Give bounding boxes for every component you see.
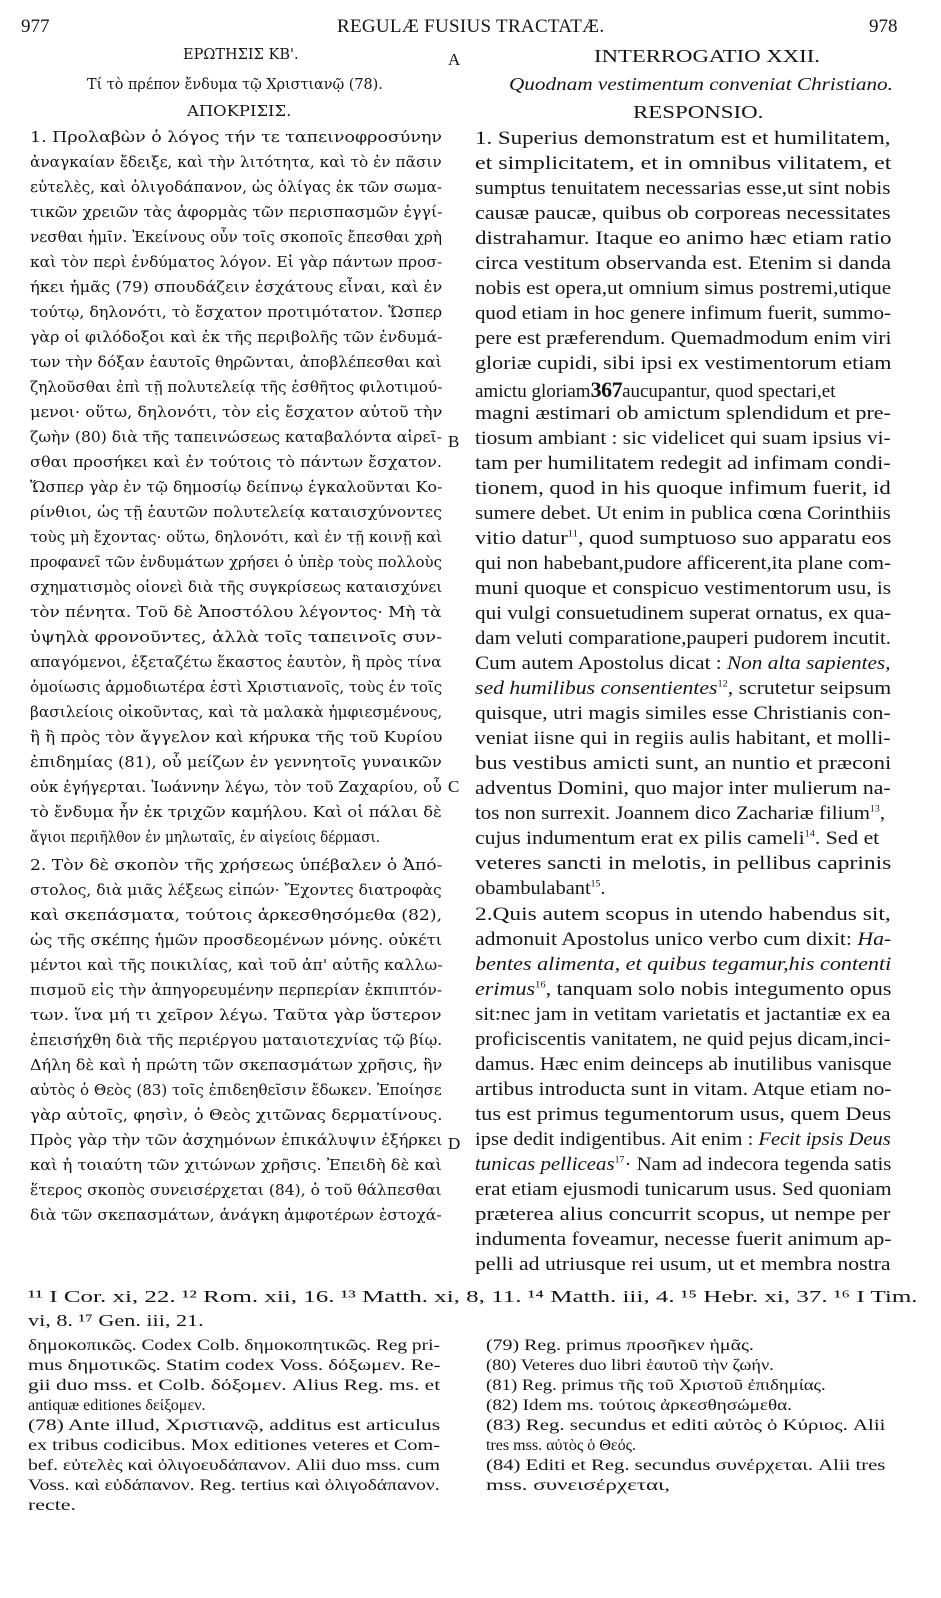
greek-line: καὶ τὸν περὶ ἐνδύματος λόγον. Εἰ γὰρ πάντων προσ- (30, 253, 443, 271)
footnote-ref: 14 (804, 828, 815, 839)
latin-text: · Nam ad indecora tegenda satis (624, 1154, 892, 1175)
margin-letter-a: A (448, 50, 461, 69)
latin-quote: Non alta sapientes, (727, 653, 891, 674)
latin-line: quisque, utri magis similes esse Christianis con- (475, 703, 891, 724)
note-line: antiquæ editiones δείξομεν. (28, 1397, 206, 1414)
greek-line: σθαι προσήκει καὶ ἐν τούτοις τὸ πάντων ἔσχατον. (30, 453, 443, 471)
greek-line: ἐπεισήχθη διὰ τῆς περιέργου ματαιοτεχνίας τῷ βίῳ. (30, 1031, 443, 1049)
footnote-ref: 13 (869, 803, 880, 814)
note-line: (82) Idem ms. τούτοις ἀρκεσθησώμεθα. (486, 1397, 792, 1414)
latin-text: admonuit Apostolus unico verbo cum dixit: (475, 929, 852, 950)
latin-text: tos non surrexit. Joannem dico Zachariæ filium (475, 803, 870, 824)
greek-line: ἀναγκαίαν ἔδειξε, καὶ τὴν λιτότητα, καὶ τὸ ἐν πᾶσιν (30, 153, 442, 171)
greek-line: νεσθαι ἡμῖν. Ἐκείνους οὖν τοῖς σκοποῖς ἔπεσθαι χρὴ (30, 228, 443, 246)
greek-line: ζηλοῦσθαι ἐπὶ τῇ πολυτελείᾳ τῆς ἐσθῆτος φιλοτιμού- (30, 378, 443, 396)
latin-line: damus. Hæc enim deinceps ab inutilibus vanisque (475, 1054, 892, 1075)
latin-line: 2.Quis autem scopus in utendo habendus sit, (475, 904, 891, 925)
note-line: bef. εὐτελὲς καὶ ὀλιγοευδάπανον. Alii duo mss. cum (28, 1457, 440, 1474)
note-line: δημοκοπικῶς. Codex Colb. δημοκοπητικῶς. Reg pri- (28, 1337, 440, 1354)
footnote-ref: 11 (567, 528, 578, 539)
latin-text: vitio datur (475, 528, 568, 549)
latin-line-joannem: tos non surrexit. Joannem dico Zachariæ filium$^{13}$, (475, 803, 886, 824)
latin-line: pelli ad utriusque rei usum, ut et membra nostra (475, 1254, 891, 1275)
greek-line: γὰρ αὐτοῖς, φησὶν, ὁ Θεὸς χιτῶνας δερματίνους. (30, 1106, 443, 1124)
note-line: (81) Reg. primus τῆς τοῦ Χριστοῦ ἐπιδημίας. (486, 1377, 826, 1394)
latin-text: . Sed et (814, 828, 880, 849)
greek-line: ἕτερος σκοπὸς συνεισέρχεται (84), ὁ τοῦ θάλπεσθαι (30, 1181, 442, 1199)
latin-subtitle: Quodnam vestimentum conveniat Christiano. (509, 74, 893, 94)
greek-line: τικῶν χρειῶν τὰς ἀφορμὰς τῶν περισπασμῶν ἐγγί- (30, 203, 443, 221)
latin-line: et simplicitatem, et in omnibus vilitatem, et (475, 153, 892, 174)
note-line: recte. (28, 1497, 76, 1514)
running-title: REGULÆ FUSIUS TRACTATÆ. (337, 16, 605, 37)
latin-line: qui non habebant,pudore afficerent,ita plane com- (475, 553, 891, 574)
latin-line: quod etiam in hoc genere infimum fuerit, summo- (475, 303, 891, 324)
latin-line-gloriam (475, 379, 836, 401)
note-line: (83) Reg. secundus et editi αὐτὸς ὁ Κύριος. Alii (486, 1417, 886, 1434)
latin-line-tunicas (475, 1155, 891, 1174)
greek-line: απαγόμενοι, ἐξεταζέτω ἕκαστος ἑαυτὸν, ἢ πρὸς τίνα (30, 653, 442, 671)
greek-line: ὑψηλὰ φρονοῦντες, ἀλλὰ τοῖς ταπεινοῖς συν- (30, 628, 443, 646)
note-line: Voss. καὶ εὐδάπανον. Reg. tertius καὶ ὀλιγοδάπανον. (28, 1477, 440, 1494)
greek-line: ἅγιοι περιῆλθον ἐν μηλωταῖς, ἐν αἰγείοις δέρμασι. (30, 828, 381, 846)
latin-text: amictu gloriam (475, 381, 591, 402)
greek-line: μέντοι καὶ τῆς ποικιλίας, καὶ τοῦ ἀπ' αὐτῆς καλλω- (30, 956, 443, 974)
greek-line: γὰρ οἱ φιλόδοξοι καὶ ἐκ τῆς περιβολῆς τῶν ἐνδυμά- (30, 328, 443, 346)
note-line: (78) Ante illud, Χριστιανῷ, additus est articulus (28, 1417, 441, 1434)
scripture-footnotes-line-2: vi, 8. ¹⁷ Gen. iii, 21. (28, 1311, 204, 1330)
latin-text: aucupantur, quod spectari,et (622, 381, 836, 402)
latin-text: , quod sumptuoso suo apparatu eos (577, 528, 892, 549)
note-line: mus δημοτικῶς. Statim codex Voss. δόξωμεν. Re- (28, 1357, 441, 1374)
greek-line: διὰ τῶν σκεπασμάτων, ἀνάγκη ἀμφοτέρων ἐστοχά- (30, 1206, 442, 1224)
latin-quote: Ha- (857, 929, 892, 950)
greek-subtitle: Τί τὸ πρέπον ἔνδυμα τῷ Χριστιανῷ (78). (87, 75, 383, 93)
latin-line-non-alta (475, 654, 891, 673)
greek-line: τὸν πένητα. Τοῦ δὲ Ἀποστόλου λέγοντος· Μὴ τὰ (30, 603, 442, 621)
latin-text: , tanquam solo nobis integumento opus (545, 979, 892, 1000)
latin-line: artibus introducta sunt in vitam. Atque etiam no- (475, 1079, 892, 1100)
note-line: mss. συνεισέρχεται, (486, 1477, 670, 1494)
greek-line: πισμοῦ εἰς τὴν ἀπηγορευμένην περπερίαν ἐκπιπτόν- (30, 981, 443, 999)
greek-line: μενοι· οὕτω, δηλονότι, τὸν εἰς ἔσχατον αὑτοῦ τὴν (30, 403, 443, 421)
latin-text: ipse dedit indigentibus. Ait enim : (475, 1129, 754, 1150)
latin-text: cujus indumentum erat ex pilis cameli (475, 828, 805, 849)
latin-line: veniat iisne qui in regiis aulis habitant, et molli- (475, 728, 891, 749)
latin-line: tam per humilitatem redegit ad infimam condi- (475, 453, 891, 474)
latin-line: indumenta foveamur, necesse fuerit animum ap- (475, 1229, 892, 1250)
latin-line: causæ paucæ, quibus ob corporeas necessitates (475, 203, 891, 224)
margin-letter-d: D (448, 1134, 461, 1153)
latin-line: erat etiam ejusmodi tunicarum usus. Sed quoniam (475, 1179, 892, 1200)
latin-line: præterea alius concurrit scopus, ut nempe per (475, 1204, 891, 1225)
greek-line: ἢ ἢ πρὸς τὸν ἄγγελον καὶ κήρυκα τῆς τοῦ Κυρίου (30, 728, 443, 746)
latin-line: sumptus tenuitatem necessarias esse,ut sint nobis (475, 178, 891, 199)
latin-answer-heading: RESPONSIO. (633, 102, 764, 122)
latin-quote: tunicas pelliceas (475, 1154, 615, 1175)
greek-line: τὸ ἔνδυμα ἦν ἐκ τριχῶν καμήλου. Καὶ οἱ πάλαι δὲ (30, 803, 442, 821)
latin-line: pere est præferendum. Quemadmodum enim viri (475, 328, 892, 349)
latin-line: dam veluti comparatione,pauperi pudorem incutit. (475, 628, 891, 649)
latin-title: INTERROGATIO XXII. (594, 46, 820, 66)
note-line: ex tribus codicibus. Mox editiones veteres et Com- (28, 1437, 440, 1454)
greek-line: καὶ ἡ τοιαύτη τῶν χιτώνων χρῆσις. Ἐπειδὴ δὲ καὶ (30, 1156, 442, 1174)
footnote-ref: 12 (717, 678, 728, 689)
note-line: gii duo mss. et Colb. δόξομεν. Alius Reg. ms. et (28, 1377, 441, 1394)
latin-line-obamb: obambulabant$^{15}$. (475, 878, 606, 899)
latin-line: bus vestibus amicti sunt, an nuntio et præconi (475, 753, 892, 774)
greek-title: ΕΡΩΤΗΣΙΣ ΚΒ'. (183, 45, 299, 63)
latin-line: veteres sancti in melotis, in pellibus caprinis (475, 853, 892, 874)
latin-line-erimus (475, 980, 891, 999)
greek-line: ὁμοίωσις ἁρμοδιωτέρα ἐστὶ Χριστιανοῖς, τοὺς ἐν τοῖς (30, 678, 443, 696)
greek-line: βασιλείοις οἰκοῦντας, καὶ τὰ μαλακὰ ἠμφιεσμένους, (30, 703, 443, 721)
latin-line: muni quoque et conspicuo vestimentorum usu, is (475, 578, 892, 599)
latin-text: obambulabant (475, 878, 591, 899)
greek-line: εὐτελὲς, καὶ ὀλιγοδάπανον, ὡς ὀλίγας ἐκ τῶν σωμα- (30, 178, 443, 196)
greek-line: αὐτὸς ὁ Θεὸς (83) τοῖς ἐπιδεηθεῖσιν ἔδωκεν. Ἐποίησε (30, 1081, 442, 1099)
greek-answer-heading: ΑΠΟΚΡΙΣΙΣ. (187, 102, 292, 120)
latin-line: distrahamur. Itaque eo animo hæc etiam ratio (475, 228, 892, 249)
greek-line: των. ἵνα μή τι χεῖρον λέγω. Ταῦτα γὰρ ὕστερον (30, 1006, 442, 1024)
latin-line-fecit (475, 1130, 891, 1149)
greek-line: ζωὴν (80) διὰ τῆς ταπεινώσεως καταβαλόντα αἱρεῖ- (30, 428, 442, 446)
latin-quote: sed humilibus consentientes (475, 678, 718, 699)
latin-line-cameli (475, 829, 879, 848)
greek-line: στολος, διὰ μιᾶς λέξεως εἰπών· Ἔχοντες διατροφὰς (30, 881, 442, 899)
latin-line-sed (475, 679, 891, 698)
greek-line: τούτῳ, δηλονότι, τὸ ἔσχατον προτιμότατον. Ὥσπερ (30, 303, 443, 321)
greek-line: 2. Τὸν δὲ σκοπὸν τῆς χρήσεως ὑπέβαλεν ὁ Ἀπό- (30, 856, 443, 874)
footnote-ref: 17 (614, 1154, 625, 1165)
greek-line: των τὴν δόξαν ἑαυτοῖς θηρῶνται, ἀποβλέπεσθαι καὶ (30, 353, 442, 371)
greek-line: Πρὸς γὰρ τὴν τῶν ἀσχημόνων ἐπικάλυψιν ἐξήρκει (30, 1131, 443, 1149)
latin-line-habentes (475, 930, 891, 949)
greek-line: τοὺς μὴ ἔχοντας· οὕτω, δηλονότι, καὶ ἐν τῇ κοινῇ καὶ (30, 528, 443, 546)
note-line: (79) Reg. primus προσῆκεν ἡμᾶς. (486, 1337, 754, 1354)
latin-line: gloriæ cupidi, sibi ipsi ex vestimentorum etiam (475, 353, 892, 374)
greek-line: οὐκ ἐγήγερται. Ἰωάννην λέγω, τὸν τοῦ Ζαχαρίου, οὗ (30, 778, 442, 796)
greek-line: ήκει ἡμᾶς (79) σπουδάζειν ἐσχάτους εἶναι, καὶ ἐν (30, 278, 443, 296)
latin-line: qui vulgi consuetudinem superat ornatus, ex qua- (475, 603, 892, 624)
latin-line: tus est primus tegumentorum usus, quem Deus (475, 1104, 892, 1125)
footnote-ref: 15 (590, 878, 601, 889)
latin-line: bentes alimenta, et quibus tegamur,his contenti (475, 954, 892, 975)
greek-line: προφανεῖ τῶν ἐνδυμάτων χρήσει ὁ ὑπὲρ τοὺς πολλοὺς (30, 553, 442, 571)
greek-line: ὡς τῆς σκέπης ἡμῶν προσδεομένων μόνης. οὐκέτι (30, 931, 442, 949)
latin-line: sit:nec jam in vetitam varietatis et jactantiæ ex ea (475, 1004, 891, 1025)
greek-line: Δήλη δὲ καὶ ἡ πρώτη τῶν σκεπασμάτων χρῆσις, ἣν (30, 1056, 443, 1074)
note-line: tres mss. αὐτὸς ὁ Θεός. (486, 1437, 637, 1454)
footnote-ref: 16 (535, 979, 546, 990)
latin-line: tiosum ambiant : sic videlicet qui suam ipsius vi- (475, 428, 891, 449)
margin-letter-b: B (448, 432, 460, 451)
latin-line: nobis est opera,ut omnium simus postremi,utique (475, 278, 892, 299)
page-number-left: 977 (21, 16, 50, 37)
note-line: (80) Veteres duo libri ἑαυτοῦ τὴν ζωήν. (486, 1357, 774, 1374)
greek-line: ρίνθιοι, ὡς τῇ ἑαυτῶν πολυτελείᾳ καταισχύνοντες (30, 503, 442, 521)
margin-letter-c: C (448, 777, 460, 796)
latin-line: proficiscentis vanitatem, ne quid pejus dicam,inci- (475, 1029, 891, 1050)
latin-line: magni æstimari ob amictum splendidum et pre- (475, 403, 891, 424)
latin-line: adventus Domini, quo major inter mulierum na- (475, 778, 891, 799)
latin-line: 1. Superius demonstratum est et humilitatem, (475, 128, 891, 149)
latin-quote: erimus (475, 979, 536, 1000)
greek-line: σχηματισμὸς οἱονεὶ διὰ τῆς συγκρίσεως καταισχύνει (30, 578, 443, 596)
latin-text: Cum autem Apostolus dicat : (475, 653, 722, 674)
latin-line: sumere debet. Ut enim in publica cœna Corinthiis (475, 503, 891, 524)
latin-text: , scrutetur seipsum (727, 678, 892, 699)
greek-line: Ὥσπερ γὰρ ἐν τῷ δημοσίῳ δείπνῳ ἐγκαλοῦνται Κο- (30, 478, 443, 496)
note-line: (84) Editi et Reg. secundus συνέρχεται. Alii tres (486, 1457, 886, 1474)
page-number-right: 978 (869, 16, 898, 37)
latin-quote: Fecit ipsis Deus (758, 1129, 891, 1150)
latin-line: circa vestitum observanda est. Etenim si danda (475, 253, 892, 274)
greek-line: 1. Προλαβὼν ὁ λόγος τήν τε ταπεινοφροσύνην (30, 128, 442, 146)
latin-line-vitio (475, 529, 891, 548)
scripture-footnotes-line-1: ¹¹ I Cor. xi, 22. ¹² Rom. xii, 16. ¹³ Matth. xi, 8, 11. ¹⁴ Matth. iii, 4. ¹⁵ Hebr. xi, 37. ¹⁶ I Tim. (28, 1287, 918, 1306)
greek-line: καὶ σκεπάσματα, τούτοις ἀρκεσθησόμεθα (82), (30, 906, 443, 924)
greek-line: ἐπιδημίας (81), οὗ μείζων ἐν γεννητοῖς γυναικῶν (30, 753, 442, 771)
latin-line: tionem, quod in his quoque infimum fuerit, id (475, 478, 891, 499)
page-marker-367: 367 (590, 377, 623, 402)
